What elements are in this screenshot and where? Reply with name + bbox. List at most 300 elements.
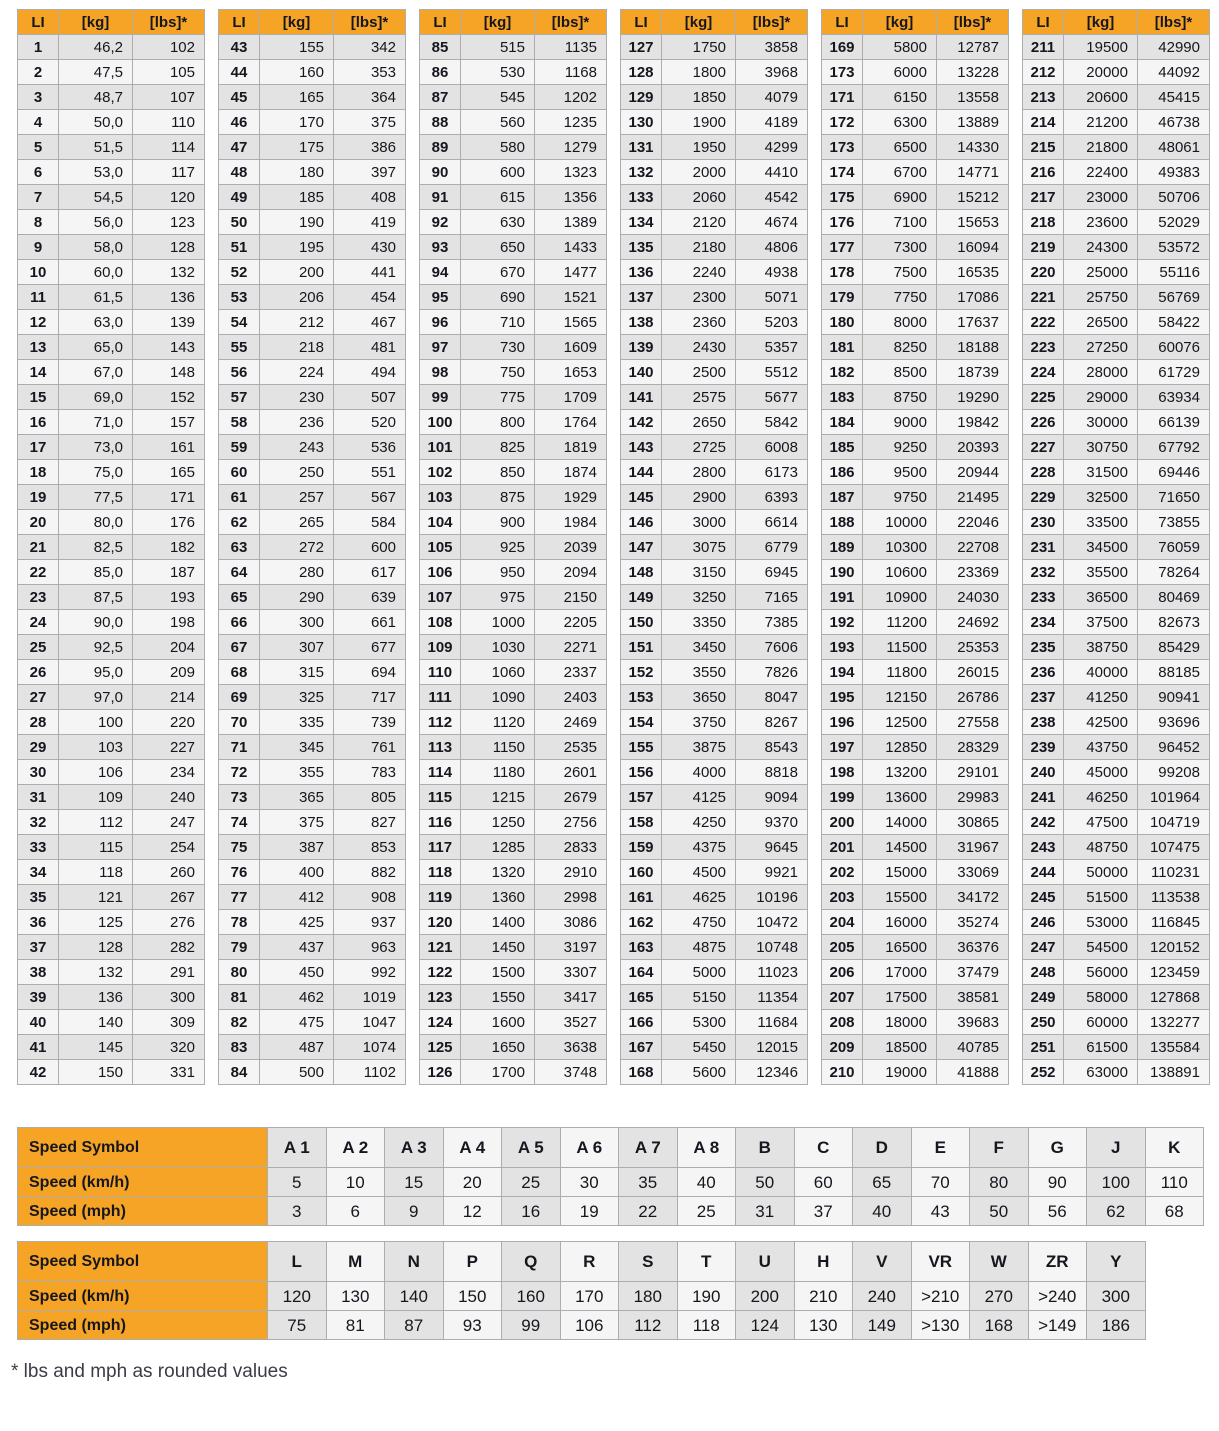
lbs-value: 2833 bbox=[535, 835, 607, 860]
lbs-value: 494 bbox=[334, 360, 406, 385]
table-row bbox=[219, 160, 406, 185]
kg-value: 170 bbox=[260, 110, 334, 135]
column-header-li: LI bbox=[420, 10, 461, 35]
li-value: 78 bbox=[219, 910, 260, 935]
li-value: 16 bbox=[18, 410, 59, 435]
lbs-value: 6614 bbox=[736, 510, 808, 535]
li-value: 241 bbox=[1023, 785, 1064, 810]
lbs-value: 28329 bbox=[937, 735, 1009, 760]
kg-value: 1120 bbox=[461, 710, 535, 735]
lbs-value: 937 bbox=[334, 910, 406, 935]
kg-value: 51500 bbox=[1064, 885, 1138, 910]
li-value: 173 bbox=[822, 60, 863, 85]
kg-value: 150 bbox=[59, 1060, 133, 1085]
speed-symbol: G bbox=[1028, 1128, 1087, 1168]
speed-mph-value: 3 bbox=[268, 1197, 327, 1226]
table-row bbox=[621, 335, 808, 360]
li-tables-grid bbox=[17, 9, 1205, 1085]
li-value: 90 bbox=[420, 160, 461, 185]
table-row bbox=[822, 110, 1009, 135]
speed-mph-value: 37 bbox=[794, 1197, 853, 1226]
li-table-1 bbox=[17, 9, 205, 1085]
lbs-value: 520 bbox=[334, 410, 406, 435]
table-row bbox=[420, 60, 607, 85]
kg-value: 14500 bbox=[863, 835, 937, 860]
li-value: 45 bbox=[219, 85, 260, 110]
kg-value: 6900 bbox=[863, 185, 937, 210]
lbs-value: 805 bbox=[334, 785, 406, 810]
kg-value: 12150 bbox=[863, 685, 937, 710]
kg-value: 2120 bbox=[662, 210, 736, 235]
lbs-value: 13889 bbox=[937, 110, 1009, 135]
kg-value: 925 bbox=[461, 535, 535, 560]
column-header-kg: [kg] bbox=[1064, 10, 1138, 35]
kg-value: 175 bbox=[260, 135, 334, 160]
lbs-value: 20944 bbox=[937, 460, 1009, 485]
lbs-value: 309 bbox=[133, 1010, 205, 1035]
table-row bbox=[420, 460, 607, 485]
lbs-value: 10472 bbox=[736, 910, 808, 935]
lbs-value: 14771 bbox=[937, 160, 1009, 185]
lbs-value: 1874 bbox=[535, 460, 607, 485]
lbs-value: 16535 bbox=[937, 260, 1009, 285]
li-value: 159 bbox=[621, 835, 662, 860]
table-row bbox=[219, 35, 406, 60]
kg-value: 315 bbox=[260, 660, 334, 685]
table-row bbox=[420, 360, 607, 385]
kg-value: 630 bbox=[461, 210, 535, 235]
lbs-value: 25353 bbox=[937, 635, 1009, 660]
table-row bbox=[420, 285, 607, 310]
kg-value: 53,0 bbox=[59, 160, 133, 185]
li-value: 248 bbox=[1023, 960, 1064, 985]
li-value: 100 bbox=[420, 410, 461, 435]
li-value: 207 bbox=[822, 985, 863, 1010]
column-header-li: LI bbox=[219, 10, 260, 35]
table-row bbox=[219, 810, 406, 835]
kg-value: 87,5 bbox=[59, 585, 133, 610]
li-value: 240 bbox=[1023, 760, 1064, 785]
li-value: 107 bbox=[420, 585, 461, 610]
speed-mph-value: 12 bbox=[443, 1197, 502, 1226]
kg-value: 2060 bbox=[662, 185, 736, 210]
speed-kmh-value: 80 bbox=[970, 1168, 1029, 1197]
speed-symbol: A 1 bbox=[268, 1128, 327, 1168]
table-row bbox=[621, 460, 808, 485]
kg-value: 71,0 bbox=[59, 410, 133, 435]
lbs-value: 152 bbox=[133, 385, 205, 410]
lbs-value: 120152 bbox=[1138, 935, 1210, 960]
kg-value: 136 bbox=[59, 985, 133, 1010]
speed-mph-value: 124 bbox=[736, 1311, 795, 1340]
kg-value: 26500 bbox=[1064, 310, 1138, 335]
lbs-value: 7385 bbox=[736, 610, 808, 635]
kg-value: 25000 bbox=[1064, 260, 1138, 285]
kg-value: 35500 bbox=[1064, 560, 1138, 585]
lbs-value: 6945 bbox=[736, 560, 808, 585]
lbs-value: 11684 bbox=[736, 1010, 808, 1035]
table-row bbox=[18, 335, 205, 360]
li-value: 235 bbox=[1023, 635, 1064, 660]
li-table-head bbox=[420, 10, 607, 35]
li-value: 104 bbox=[420, 510, 461, 535]
lbs-value: 104719 bbox=[1138, 810, 1210, 835]
lbs-value: 116845 bbox=[1138, 910, 1210, 935]
kg-value: 670 bbox=[461, 260, 535, 285]
li-table-head bbox=[621, 10, 808, 35]
kg-value: 28000 bbox=[1064, 360, 1138, 385]
lbs-value: 214 bbox=[133, 685, 205, 710]
li-value: 211 bbox=[1023, 35, 1064, 60]
table-row bbox=[621, 710, 808, 735]
lbs-value: 80469 bbox=[1138, 585, 1210, 610]
li-value: 231 bbox=[1023, 535, 1064, 560]
table-row bbox=[621, 985, 808, 1010]
lbs-value: 2039 bbox=[535, 535, 607, 560]
column-header-kg: [kg] bbox=[461, 10, 535, 35]
kg-value: 15000 bbox=[863, 860, 937, 885]
lbs-value: 46738 bbox=[1138, 110, 1210, 135]
table-row bbox=[18, 385, 205, 410]
kg-value: 8250 bbox=[863, 335, 937, 360]
kg-value: 32500 bbox=[1064, 485, 1138, 510]
speed-symbol: A 6 bbox=[560, 1128, 619, 1168]
li-value: 94 bbox=[420, 260, 461, 285]
li-value: 54 bbox=[219, 310, 260, 335]
kg-value: 212 bbox=[260, 310, 334, 335]
speed-kmh-value: 20 bbox=[443, 1168, 502, 1197]
kg-value: 18500 bbox=[863, 1035, 937, 1060]
kg-value: 54500 bbox=[1064, 935, 1138, 960]
lbs-value: 96452 bbox=[1138, 735, 1210, 760]
li-value: 183 bbox=[822, 385, 863, 410]
kg-value: 325 bbox=[260, 685, 334, 710]
kg-value: 36500 bbox=[1064, 585, 1138, 610]
table-row bbox=[1023, 385, 1210, 410]
li-value: 30 bbox=[18, 760, 59, 785]
lbs-value: 4299 bbox=[736, 135, 808, 160]
li-value: 12 bbox=[18, 310, 59, 335]
kg-value: 1000 bbox=[461, 610, 535, 635]
kg-value: 1320 bbox=[461, 860, 535, 885]
li-value: 63 bbox=[219, 535, 260, 560]
table-row bbox=[1023, 785, 1210, 810]
lbs-value: 5203 bbox=[736, 310, 808, 335]
li-value: 131 bbox=[621, 135, 662, 160]
lbs-value: 45415 bbox=[1138, 85, 1210, 110]
li-value: 194 bbox=[822, 660, 863, 685]
kg-value: 3550 bbox=[662, 660, 736, 685]
lbs-value: 5677 bbox=[736, 385, 808, 410]
li-value: 191 bbox=[822, 585, 863, 610]
li-value: 29 bbox=[18, 735, 59, 760]
table-row bbox=[621, 660, 808, 685]
kg-value: 3650 bbox=[662, 685, 736, 710]
lbs-value: 342 bbox=[334, 35, 406, 60]
lbs-value: 114 bbox=[133, 135, 205, 160]
lbs-value: 375 bbox=[334, 110, 406, 135]
kg-value: 3250 bbox=[662, 585, 736, 610]
li-value: 58 bbox=[219, 410, 260, 435]
li-value: 246 bbox=[1023, 910, 1064, 935]
lbs-value: 1102 bbox=[334, 1060, 406, 1085]
lbs-value: 2756 bbox=[535, 810, 607, 835]
li-value: 75 bbox=[219, 835, 260, 860]
table-row bbox=[822, 385, 1009, 410]
table-row bbox=[621, 210, 808, 235]
table-row bbox=[420, 185, 607, 210]
kg-value: 29000 bbox=[1064, 385, 1138, 410]
li-value: 156 bbox=[621, 760, 662, 785]
lbs-value: 6779 bbox=[736, 535, 808, 560]
li-value: 10 bbox=[18, 260, 59, 285]
li-value: 119 bbox=[420, 885, 461, 910]
lbs-value: 1047 bbox=[334, 1010, 406, 1035]
lbs-value: 5512 bbox=[736, 360, 808, 385]
table-row bbox=[621, 510, 808, 535]
kg-value: 118 bbox=[59, 860, 133, 885]
kg-value: 195 bbox=[260, 235, 334, 260]
li-value: 52 bbox=[219, 260, 260, 285]
lbs-value: 182 bbox=[133, 535, 205, 560]
li-table-body bbox=[1023, 35, 1210, 1085]
kg-value: 775 bbox=[461, 385, 535, 410]
li-value: 98 bbox=[420, 360, 461, 385]
li-value: 184 bbox=[822, 410, 863, 435]
kg-value: 125 bbox=[59, 910, 133, 935]
speed-mph-value: 87 bbox=[385, 1311, 444, 1340]
kg-value: 4875 bbox=[662, 935, 736, 960]
li-value: 5 bbox=[18, 135, 59, 160]
table-row bbox=[822, 610, 1009, 635]
lbs-value: 386 bbox=[334, 135, 406, 160]
table-row bbox=[621, 860, 808, 885]
table-row bbox=[219, 60, 406, 85]
kg-value: 650 bbox=[461, 235, 535, 260]
li-value: 152 bbox=[621, 660, 662, 685]
kg-value: 243 bbox=[260, 435, 334, 460]
table-row bbox=[1023, 85, 1210, 110]
lbs-value: 48061 bbox=[1138, 135, 1210, 160]
speed-mph-value: 118 bbox=[677, 1311, 736, 1340]
lbs-value: 1074 bbox=[334, 1035, 406, 1060]
kg-value: 11200 bbox=[863, 610, 937, 635]
lbs-value: 364 bbox=[334, 85, 406, 110]
table-row bbox=[18, 585, 205, 610]
speed-mph-value: 99 bbox=[502, 1311, 561, 1340]
table-row bbox=[1023, 185, 1210, 210]
speed-kmh-value: 40 bbox=[677, 1168, 736, 1197]
lbs-value: 14330 bbox=[937, 135, 1009, 160]
row-label: Speed (km/h) bbox=[18, 1282, 268, 1311]
li-value: 122 bbox=[420, 960, 461, 985]
li-value: 83 bbox=[219, 1035, 260, 1060]
li-value: 67 bbox=[219, 635, 260, 660]
table-row bbox=[621, 835, 808, 860]
lbs-value: 69446 bbox=[1138, 460, 1210, 485]
row-label: Speed (mph) bbox=[18, 1197, 268, 1226]
li-value: 163 bbox=[621, 935, 662, 960]
kg-value: 800 bbox=[461, 410, 535, 435]
kg-value: 165 bbox=[260, 85, 334, 110]
kg-value: 545 bbox=[461, 85, 535, 110]
kg-value: 10900 bbox=[863, 585, 937, 610]
kg-value: 2725 bbox=[662, 435, 736, 460]
table-row bbox=[18, 885, 205, 910]
li-value: 201 bbox=[822, 835, 863, 860]
table-row bbox=[18, 910, 205, 935]
table-row bbox=[420, 435, 607, 460]
speed-kmh-value: 300 bbox=[1087, 1282, 1146, 1311]
li-value: 50 bbox=[219, 210, 260, 235]
li-value: 251 bbox=[1023, 1035, 1064, 1060]
kg-value: 103 bbox=[59, 735, 133, 760]
kg-value: 9750 bbox=[863, 485, 937, 510]
kg-value: 530 bbox=[461, 60, 535, 85]
li-table-head bbox=[219, 10, 406, 35]
li-value: 221 bbox=[1023, 285, 1064, 310]
kg-value: 2800 bbox=[662, 460, 736, 485]
li-value: 44 bbox=[219, 60, 260, 85]
table-row bbox=[420, 860, 607, 885]
kg-value: 6700 bbox=[863, 160, 937, 185]
lbs-value: 12015 bbox=[736, 1035, 808, 1060]
speed-symbol: F bbox=[970, 1128, 1029, 1168]
kg-value: 206 bbox=[260, 285, 334, 310]
li-value: 88 bbox=[420, 110, 461, 135]
lbs-value: 419 bbox=[334, 210, 406, 235]
kg-value: 1650 bbox=[461, 1035, 535, 1060]
kg-value: 65,0 bbox=[59, 335, 133, 360]
li-value: 129 bbox=[621, 85, 662, 110]
kg-value: 2360 bbox=[662, 310, 736, 335]
lbs-value: 13228 bbox=[937, 60, 1009, 85]
table-row bbox=[822, 885, 1009, 910]
li-value: 239 bbox=[1023, 735, 1064, 760]
li-value: 93 bbox=[420, 235, 461, 260]
table-row bbox=[219, 1010, 406, 1035]
lbs-value: 16094 bbox=[937, 235, 1009, 260]
lbs-value: 66139 bbox=[1138, 410, 1210, 435]
table-row bbox=[18, 610, 205, 635]
header-row bbox=[621, 10, 808, 35]
li-value: 216 bbox=[1023, 160, 1064, 185]
table-row bbox=[420, 510, 607, 535]
table-row bbox=[822, 285, 1009, 310]
table-row bbox=[822, 685, 1009, 710]
li-value: 134 bbox=[621, 210, 662, 235]
lbs-value: 19290 bbox=[937, 385, 1009, 410]
kg-value: 22400 bbox=[1064, 160, 1138, 185]
kg-value: 3450 bbox=[662, 635, 736, 660]
li-value: 204 bbox=[822, 910, 863, 935]
kg-value: 58,0 bbox=[59, 235, 133, 260]
lbs-value: 40785 bbox=[937, 1035, 1009, 1060]
li-value: 66 bbox=[219, 610, 260, 635]
lbs-value: 4079 bbox=[736, 85, 808, 110]
li-table-body bbox=[621, 35, 808, 1085]
li-value: 8 bbox=[18, 210, 59, 235]
table-row bbox=[219, 635, 406, 660]
table-row bbox=[822, 235, 1009, 260]
li-value: 190 bbox=[822, 560, 863, 585]
li-value: 203 bbox=[822, 885, 863, 910]
table-row bbox=[18, 985, 205, 1010]
lbs-value: 761 bbox=[334, 735, 406, 760]
speed-kmh-value: 110 bbox=[1145, 1168, 1204, 1197]
li-value: 64 bbox=[219, 560, 260, 585]
table-row bbox=[621, 310, 808, 335]
li-value: 142 bbox=[621, 410, 662, 435]
lbs-value: 2910 bbox=[535, 860, 607, 885]
speed-table-body bbox=[18, 1242, 1146, 1340]
table-row bbox=[621, 35, 808, 60]
lbs-value: 136 bbox=[133, 285, 205, 310]
li-value: 33 bbox=[18, 835, 59, 860]
lbs-value: 19842 bbox=[937, 410, 1009, 435]
speed-kmh-value: 120 bbox=[268, 1282, 327, 1311]
speed-kmh-value: 30 bbox=[560, 1168, 619, 1197]
table-row bbox=[822, 160, 1009, 185]
lbs-value: 331 bbox=[133, 1060, 205, 1085]
lbs-value: 176 bbox=[133, 510, 205, 535]
kg-value: 4250 bbox=[662, 810, 736, 835]
lbs-value: 1653 bbox=[535, 360, 607, 385]
table-row bbox=[18, 810, 205, 835]
kg-value: 92,5 bbox=[59, 635, 133, 660]
table-row bbox=[420, 885, 607, 910]
kg-value: 750 bbox=[461, 360, 535, 385]
table-row bbox=[1023, 410, 1210, 435]
table-row bbox=[420, 685, 607, 710]
speed-kmh-value: 100 bbox=[1087, 1168, 1146, 1197]
li-value: 49 bbox=[219, 185, 260, 210]
li-value: 89 bbox=[420, 135, 461, 160]
kg-value: 4625 bbox=[662, 885, 736, 910]
speed-symbol: M bbox=[326, 1242, 385, 1282]
li-value: 106 bbox=[420, 560, 461, 585]
kg-value: 54,5 bbox=[59, 185, 133, 210]
lbs-value: 27558 bbox=[937, 710, 1009, 735]
kg-value: 2500 bbox=[662, 360, 736, 385]
kg-value: 900 bbox=[461, 510, 535, 535]
table-row bbox=[621, 760, 808, 785]
kg-value: 132 bbox=[59, 960, 133, 985]
lbs-value: 60076 bbox=[1138, 335, 1210, 360]
speed-mph-value: 62 bbox=[1087, 1197, 1146, 1226]
table-row bbox=[1023, 160, 1210, 185]
speed-symbol: A 4 bbox=[443, 1128, 502, 1168]
li-value: 81 bbox=[219, 985, 260, 1010]
table-row bbox=[621, 560, 808, 585]
kg-value: 265 bbox=[260, 510, 334, 535]
kg-value: 20000 bbox=[1064, 60, 1138, 85]
header-row bbox=[1023, 10, 1210, 35]
lbs-value: 2469 bbox=[535, 710, 607, 735]
li-table-body bbox=[822, 35, 1009, 1085]
table-row bbox=[18, 560, 205, 585]
kg-value: 365 bbox=[260, 785, 334, 810]
kg-value: 250 bbox=[260, 460, 334, 485]
kg-value: 1700 bbox=[461, 1060, 535, 1085]
table-row bbox=[1023, 1035, 1210, 1060]
li-value: 208 bbox=[822, 1010, 863, 1035]
speed-kmh-row bbox=[18, 1168, 1204, 1197]
li-value: 21 bbox=[18, 535, 59, 560]
table-row bbox=[18, 85, 205, 110]
lbs-value: 853 bbox=[334, 835, 406, 860]
lbs-value: 29983 bbox=[937, 785, 1009, 810]
